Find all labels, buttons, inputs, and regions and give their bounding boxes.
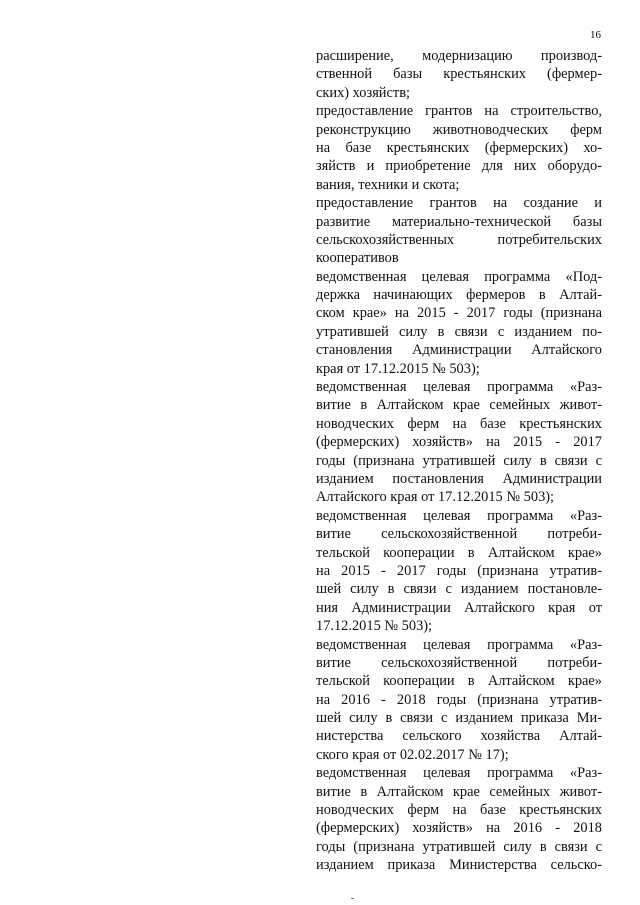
text-line: вания, техники и скота; <box>316 176 460 193</box>
text-line: ственной базы крестьянских (фермер- <box>316 66 602 83</box>
text-line: ского края от 02.02.2017 № 17); <box>316 746 509 763</box>
text-line: годы (признана утратившей силу в связи с <box>316 452 602 469</box>
text-line: зяйств и приобретение для них оборудо- <box>316 158 602 175</box>
text-line: предоставление грантов на строительство, <box>316 103 602 120</box>
text-line: новодческих ферм на базе крестьянских <box>316 802 602 819</box>
text-line: предоставление грантов на создание и <box>316 195 602 212</box>
text-line: шей силу в связи с изданием приказа Ми- <box>316 710 602 727</box>
text-line: витие в Алтайском крае семейных живот- <box>316 397 602 414</box>
text-line: на 2015 - 2017 годы (признана утратив- <box>316 562 602 579</box>
text-line: ния Администрации Алтайского края от <box>316 599 602 616</box>
text-line: держка начинающих фермеров в Алтай- <box>316 287 602 304</box>
text-line: ведомственная целевая программа «Раз- <box>316 507 602 524</box>
text-line: становления Администрации Алтайского <box>316 342 602 359</box>
text-line: развитие материально-технической базы <box>316 213 602 230</box>
text-line: витие в Алтайском крае семейных живот- <box>316 783 602 800</box>
text-line: на 2016 - 2018 годы (признана утратив- <box>316 691 602 708</box>
text-line: нистерства сельского хозяйства Алтай- <box>316 728 602 745</box>
text-line: тельской кооперации в Алтайском крае» <box>316 673 602 690</box>
page-number: 16 <box>590 29 601 41</box>
text-line: изданием приказа Министерства сельско- <box>316 857 602 874</box>
text-line: (фермерских) хозяйств» на 2016 - 2018 <box>316 820 602 837</box>
scan-speck <box>351 898 354 899</box>
text-line: расширение, модернизацию производ- <box>316 48 602 64</box>
text-line: реконструкцию животноводческих ферм <box>316 121 602 138</box>
body-text-column <box>316 47 602 875</box>
text-line: ском крае» на 2015 - 2017 годы (признана <box>316 305 602 322</box>
text-line: изданием постановления Администрации <box>316 470 602 487</box>
text-line: кооперативов <box>316 250 399 267</box>
text-line: сельскохозяйственных потребительских <box>316 231 602 248</box>
text-line: витие сельскохозяйственной потреби- <box>316 526 602 543</box>
text-line: Алтайского края от 17.12.2015 № 503); <box>316 489 555 506</box>
text-line: ведомственная целевая программа «Раз- <box>316 379 602 396</box>
text-line: годы (признана утратившей силу в связи с <box>316 838 602 855</box>
text-line: новодческих ферм на базе крестьянских <box>316 415 602 432</box>
text-line: тельской кооперации в Алтайском крае» <box>316 544 602 561</box>
text-line: ведомственная целевая программа «Раз- <box>316 765 602 782</box>
text-line: витие сельскохозяйственной потреби- <box>316 654 602 671</box>
text-line: утратившей силу в связи с изданием по- <box>316 323 602 340</box>
text-line: 17.12.2015 № 503); <box>316 618 433 635</box>
text-line: ских) хозяйств; <box>316 84 410 101</box>
text-line: ведомственная целевая программа «Под- <box>316 268 602 285</box>
text-line: края от 17.12.2015 № 503); <box>316 360 480 377</box>
text-line: на базе крестьянских (фермерских) хо- <box>316 139 602 156</box>
text-line: (фермерских) хозяйств» на 2015 - 2017 <box>316 434 602 451</box>
text-line: ведомственная целевая программа «Раз- <box>316 636 602 653</box>
text-line: шей силу в связи с изданием постановле- <box>316 581 602 598</box>
